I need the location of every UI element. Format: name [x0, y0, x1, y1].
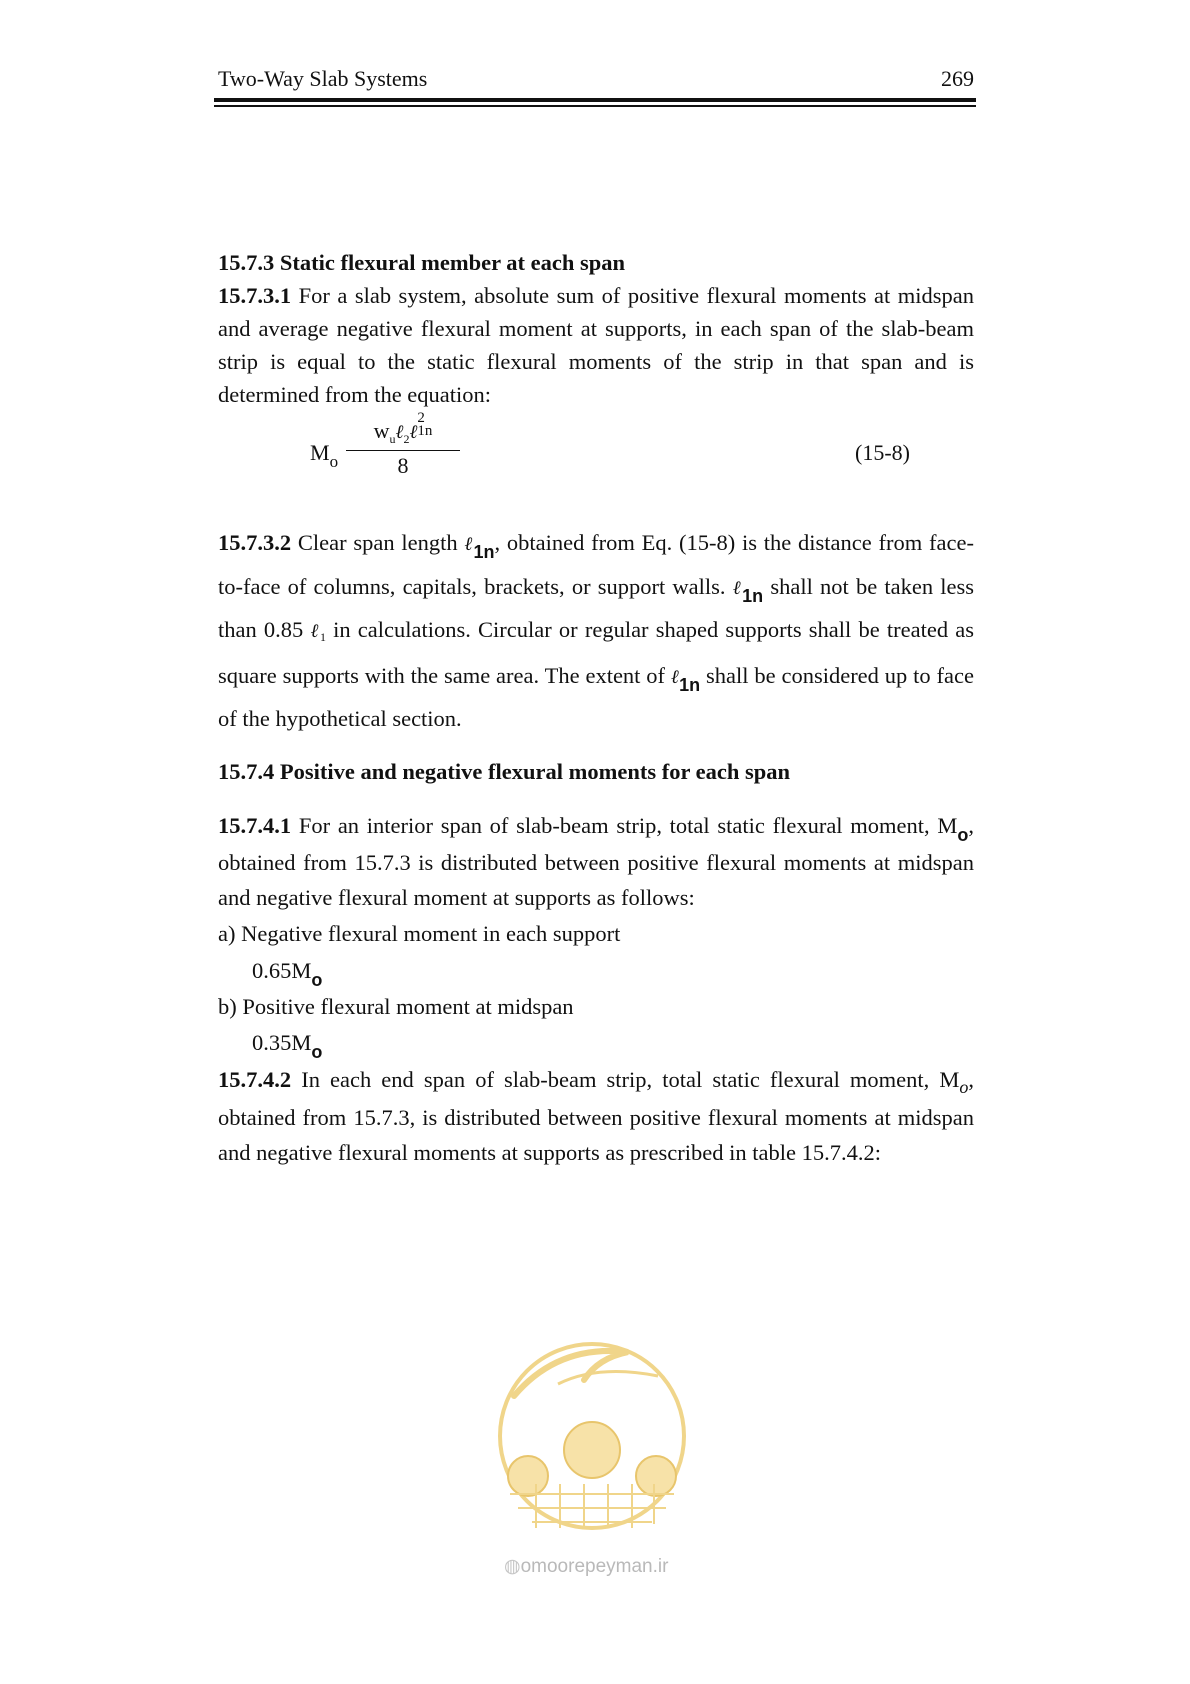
- ell-symbol: ℓ: [409, 421, 418, 443]
- page-number: 269: [941, 66, 974, 91]
- equation-label: (15-8): [855, 440, 910, 465]
- ell-symbol: ℓ: [464, 533, 474, 555]
- section-15-7-3: [218, 246, 974, 411]
- header-rule-thin: [214, 105, 976, 107]
- list-value-b: $0.35M_o$: [252, 1030, 323, 1062]
- section-heading-15-7-4: 15.7.4 Positive and negative flexural moments for each span: [218, 759, 791, 784]
- section-heading: 15.7.3 Static flexural member at each span: [218, 250, 626, 275]
- paragraph-15-7-4-2: 15.7.4.2 In each end span of slab-beam strip, total static flexural moment, $M_o$, obtained from 15.7.3, is distributed between positive flexural moments at midspan and negative flexural moments at supports as prescribed in table 15.7.4.2:: [218, 1067, 974, 1165]
- fraction-denominator: 8: [397, 453, 409, 478]
- paragraph-15-7-4-1: 15.7.4.1 For an interior span of slab-beam strip, total static flexural moment, $M_o$, obtained from 15.7.3 is distributed between positive flexural moments at midspan and negative flexural moment at supports as follows:: [218, 813, 974, 910]
- ell-symbol: ℓ: [732, 576, 743, 599]
- watermark-url: ◍omoorepeyman.ir: [504, 1556, 669, 1577]
- list-item-a: a) Negative flexural moment in each support: [218, 921, 621, 946]
- clause-number: 15.7.3.1: [218, 283, 292, 308]
- list-value-a: $0.65M_o$: [252, 958, 323, 990]
- list-item-b: b) Positive flexural moment at midspan: [218, 994, 574, 1019]
- running-header: [218, 66, 974, 96]
- ell-symbol: ℓ: [670, 665, 680, 688]
- paragraph-15-7-3-2: 15.7.3.2 Clear span length ℓ$_{1n}$, obtained from Eq. (15-8) is the distance from face-to-face of columns, capitals, brackets, or support walls. ℓ$_{1n}$ shall not be taken less than 0.85 ℓ1 in calculations. Circular or regular shaped supports shall be treated as square supports with the same area. The extent of ℓ$_{1n}$ shall be considered up to face of the hypothetical section.: [218, 530, 974, 731]
- ell-symbol: ℓ: [310, 620, 320, 642]
- header-rule-thick: [214, 98, 976, 102]
- equation-lhs: $M_o$: [310, 440, 339, 471]
- clause-number: 15.7.4.1: [218, 813, 292, 838]
- watermark-globe-icon: ◍: [504, 1556, 521, 1577]
- header-title: Two-Way Slab Systems: [218, 66, 428, 91]
- watermark-seal-icon: [488, 1324, 696, 1554]
- watermark-logo: [488, 1324, 696, 1580]
- equation-15-8: [310, 410, 910, 488]
- equation-fraction: [346, 410, 460, 481]
- clause-number: 15.7.3.2: [218, 530, 292, 555]
- paragraph-text: For a slab system, absolute sum of positive flexural moments at midspan and average negative flexural moment at supports, in each span of the slab-beam strip is equal to the static flexural moments of the strip in that span and is determined from the equation:: [218, 283, 974, 407]
- clause-number: 15.7.4.2: [218, 1067, 292, 1092]
- fraction-numerator: $w_u\ell_2\ell$ 2 1n: [346, 418, 460, 451]
- ell-symbol: ℓ: [395, 421, 404, 443]
- paragraph-15-7-3-1: [218, 279, 974, 411]
